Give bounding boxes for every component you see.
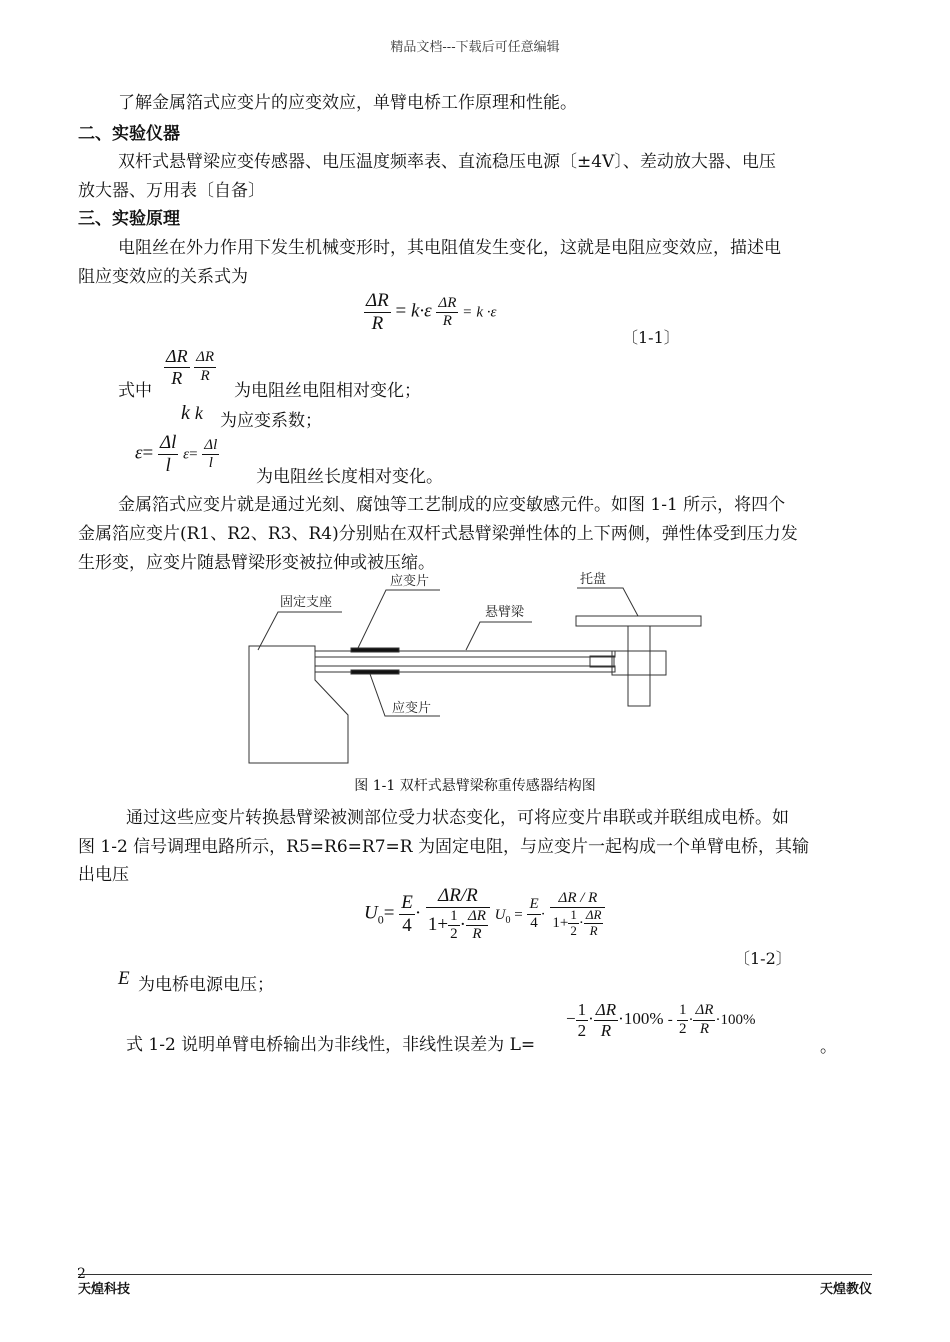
eq1-equals-b: = [463, 304, 472, 321]
strain-gauge-top [351, 648, 399, 652]
label-beam: 悬臂梁 [485, 605, 525, 620]
nonlinearity-math: − $\frac{1}{2}$ · $\frac{\Delta R}{R}$ ·100% - $\frac{1}{2}$ · $\frac{\Delta R}{R}$ ·100% [566, 1000, 756, 1040]
nonlinearity-end-mark: 。 [820, 1037, 837, 1057]
beam-end-block [590, 656, 614, 667]
leader-beam [466, 622, 532, 650]
bridge-line-3: 出电压 [78, 865, 129, 885]
principle-line-2: 阻应变效应的关系式为 [78, 267, 248, 287]
eq1-num-b: ΔR [436, 295, 458, 313]
page-number: 2 [77, 1266, 86, 1282]
eq1-num-a: ΔR [366, 290, 389, 311]
section-heading-instruments: 二、实验仪器 [78, 124, 180, 144]
leader-base [258, 612, 342, 650]
bridge-line-2: 图 1-2 信号调理电路所示，R5=R6=R7=R 为固定电阻，与应变片一起构成一个单臂电桥，其输 [78, 837, 809, 857]
section-heading-principle: 三、实验原理 [78, 209, 180, 229]
bridge-line-1: 通过这些应变片转换悬臂梁被测部位受力状态变化，可将应变片串联或并联组成电桥。如 [126, 808, 789, 828]
def-E-math: E [118, 968, 130, 989]
equation-number-1-2: 〔1-2〕 [734, 949, 792, 968]
eq1-den-b: R [442, 312, 452, 329]
footer-left-brand: 天煌科技 [78, 1282, 131, 1297]
def-prefix: 式中 [118, 381, 152, 401]
tray-plate [576, 616, 701, 626]
strain-gauge-bottom [351, 670, 399, 674]
def-length-change-text: 为电阻丝长度相对变化。 [256, 467, 443, 487]
label-tray: 托盘 [580, 572, 607, 587]
foil-gauge-line-3: 生形变，应变片随悬臂梁形变被拉伸或被压缩。 [78, 553, 435, 573]
label-gauge-top: 应变片 [390, 574, 430, 589]
figure-caption: 图 1-1 双杆式悬臂梁称重传感器结构图 [354, 778, 596, 794]
instruments-line-1: 双杆式悬臂梁应变传感器、电压温度频率表、直流稳压电源〔±4V〕、差动放大器、电压 [118, 152, 776, 172]
principle-line-1: 电阻丝在外力作用下发生机械变形时，其电阻值发生变化，这就是电阻应变效应，描述电 [118, 238, 781, 258]
eq1-den-a: R [371, 312, 384, 334]
eq1-k-eps-b: k ·ε [476, 304, 497, 321]
footer-rule [78, 1274, 872, 1275]
objective-text: 了解金属箔式应变片的应变效应，单臂电桥工作原理和性能。 [118, 93, 577, 113]
nonlinearity-text: 式 1-2 说明单臂电桥输出为非线性，非线性误差为 L= [126, 1035, 536, 1055]
def-gauge-factor-text: 为应变系数； [220, 411, 322, 431]
label-gauge-bottom: 应变片 [392, 701, 432, 716]
foil-gauge-line-1: 金属箔式应变片就是通过光刻、腐蚀等工艺制成的应变敏感元件。如图 1-1 所示，将四个 [118, 495, 786, 515]
footer-right-brand: 天煌教仪 [819, 1282, 872, 1297]
def-k-math: k k [181, 402, 203, 424]
def-resistance-change-text: 为电阻丝电阻相对变化； [234, 381, 421, 401]
leader-tray [577, 588, 638, 616]
foil-gauge-line-2: 金属箔应变片(R1、R2、R3、R4)分别贴在双杆式悬臂梁弹性体的上下两侧，弹性体受到压力发 [78, 524, 798, 544]
cantilever-sensor-diagram [240, 570, 710, 770]
tray-post [628, 626, 650, 706]
fixed-base-shape [249, 646, 348, 763]
equation-1-2: $U_0=$ $\frac{E}{4}$ · ΔR/R 1+ $\frac{1}{2}$ · $\frac{\Delta R}{R}$ $U_0$ = $\frac{E}{4}$ · ΔR / R 1+ $\frac{1}{2}$ · $\frac{\Delta R}{R}$ [364, 885, 605, 943]
instruments-line-2: 放大器、万用表〔自备〕 [78, 181, 265, 201]
def-supply-voltage-text: 为电桥电源电压； [138, 975, 274, 995]
def-dR-over-R-math: $\frac{\Delta R}{R}$ $\frac{\Delta R}{R}$ [166, 346, 215, 388]
label-fixed-base: 固定支座 [280, 595, 333, 610]
equation-number-1-1: 〔1-1〕 [622, 328, 680, 347]
leader-gauge-top [358, 590, 440, 648]
eq1-k-eps-a: k·ε [410, 300, 432, 322]
tray-clamp [612, 651, 666, 675]
page-header: 精品文档---下载后可任意编辑 [390, 40, 560, 55]
def-strain-math: ε= $\frac{\Delta l}{l}$ ε= $\frac{\Delta l}{l}$ [135, 432, 218, 476]
eq1-equals-a: = [395, 300, 407, 322]
equation-1-1 [364, 290, 496, 335]
